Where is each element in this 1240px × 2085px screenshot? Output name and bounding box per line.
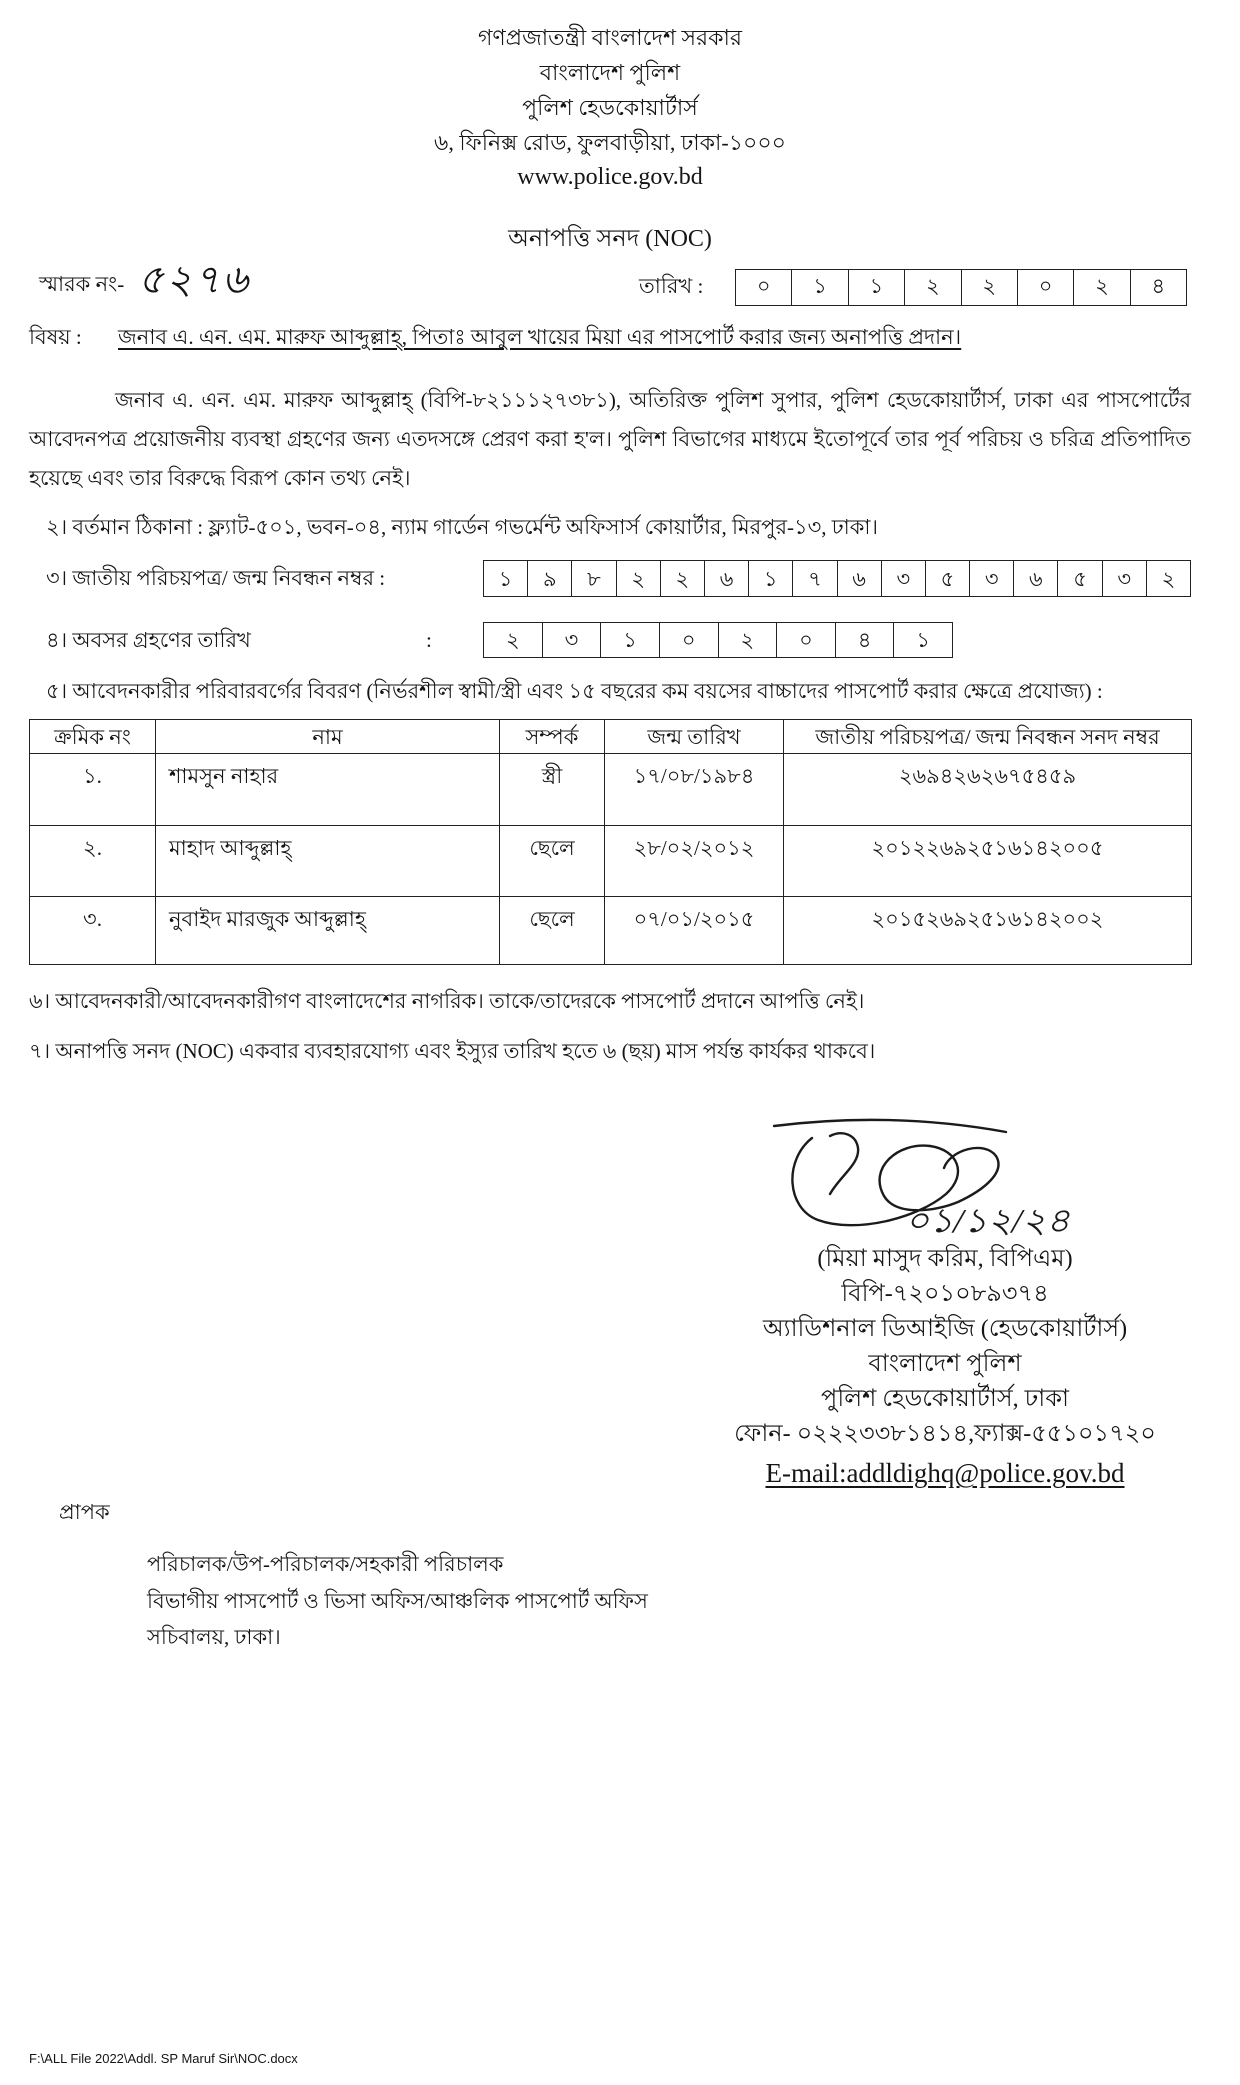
cell-dob: ১৭/০৮/১৯৮৪ <box>605 754 784 826</box>
office-address: ৬, ফিনিক্স রোড, ফুলবাড়ীয়া, ঢাকা-১০০০ <box>434 130 786 155</box>
signatory-designation: অ্যাডিশনাল ডিআইজি (হেডকোয়ার্টার্স) <box>762 1316 1128 1342</box>
table-row <box>30 826 1192 897</box>
signatory-organization: বাংলাদেশ পুলিশ <box>868 1351 1022 1377</box>
date-digit: ২ <box>961 270 1017 305</box>
recipient-label: প্রাপক <box>59 1500 110 1524</box>
cell-id-number: ২০১৫২৬৯২৫১৬১৪২০০২ <box>784 897 1192 965</box>
signature-date-handwritten: ০১/১২/২৪ <box>905 1203 1070 1240</box>
signature-stroke <box>830 1133 858 1194</box>
column-header-id-number: জাতীয় পরিচয়পত্র/ জন্ম নিবন্ধন সনদ নম্বর <box>784 720 1192 754</box>
nid-digit: ৩ <box>881 561 925 596</box>
date-digit: ০ <box>756 274 771 298</box>
retirement-colon: : <box>426 628 432 652</box>
subject-row <box>29 318 1191 356</box>
retirement-digit: ০ <box>659 623 718 657</box>
retirement-digit: ৪ <box>835 623 894 657</box>
table-row <box>30 897 1192 965</box>
signatory-bp-number: বিপি-৭২০১০৮৯৩৭৪ <box>841 1281 1049 1307</box>
recipient-line: সচিবালয়, ঢাকা। <box>147 1625 281 1649</box>
column-header-dob: জন্ম তারিখ <box>605 720 784 754</box>
cell-dob: ০৭/০১/২০১৫ <box>605 897 784 965</box>
body-paragraph: জনাব এ. এন. এম. মারুফ আব্দুল্লাহ্ (বিপি-৮২১১১২৭৩৮১), অতিরিক্ত পুলিশ সুপার, পুলিশ হেডকোয়ার্টার্স, ঢাকা এর পাসপোর্টের আবেদনপত্র প্রয়োজনীয় ব্যবস্থা গ্রহণের জন্য এতদসঙ্গে প্রেরণ করা হ'ল। পুলিশ বিভাগের মাধ্যমে ইতোপূর্বে তার পূর্ব পরিচয় ও চরিত্র প্রতিপাদিত হয়েছে এবং তার বিরুদ্ধে বিরূপ কোন তথ্য নেই। <box>29 388 1191 490</box>
cell-relation: স্ত্রী <box>500 754 605 826</box>
date-digit: ১ <box>791 270 847 305</box>
cell-name: মাহাদ আব্দুল্লাহ্ <box>156 826 500 897</box>
retirement-date-item <box>29 620 1191 660</box>
nid-digit: ৬ <box>704 561 748 596</box>
signatory-block <box>685 1242 1205 1494</box>
nid-digit-boxes <box>483 560 1191 597</box>
date-digit: ২ <box>904 270 960 305</box>
column-header-serial: ক্রমিক নং <box>30 720 156 754</box>
recipient-line: পরিচালক/উপ-পরিচালক/সহকারী পরিচালক <box>147 1552 504 1576</box>
retirement-digit: ১ <box>893 623 952 657</box>
memo-date-row <box>29 259 1191 311</box>
nid-item <box>29 558 1191 598</box>
government-name: গণপ্রজাতন্ত্রী বাংলাদেশ সরকার <box>477 25 743 50</box>
column-header-name: নাম <box>156 720 500 754</box>
signature-area <box>29 1112 1191 1242</box>
nid-digit: ৬ <box>837 561 881 596</box>
letterhead <box>29 20 1191 195</box>
signatory-email: E-mail:addldighq@police.gov.bd <box>765 1458 1125 1488</box>
nid-digit: ৩ <box>969 561 1013 596</box>
nid-digit: ৩ <box>1102 561 1146 596</box>
nid-digit: ৬ <box>1013 561 1057 596</box>
recipient-line: বিভাগীয় পাসপোর্ট ও ভিসা অফিস/আঞ্চলিক পাসপোর্ট অফিস <box>147 1588 648 1613</box>
table-row <box>30 754 1192 826</box>
nid-label: ৩। জাতীয় পরিচয়পত্র/ জন্ম নিবন্ধন নম্বর : <box>46 566 386 590</box>
present-address-item: ২। বর্তমান ঠিকানা : ফ্ল্যাট-৫০১, ভবন-০৪, ন্যাম গার্ডেন গভর্মেন্ট অফিসার্স কোয়ার্টার, মিরপুর-১৩, ঢাকা। <box>46 515 879 539</box>
retirement-digit: ২ <box>718 623 777 657</box>
issue-date-boxes <box>735 269 1187 306</box>
date-label: তারিখ : <box>639 274 704 298</box>
date-digit: ৪ <box>1130 270 1186 305</box>
family-table <box>29 719 1192 965</box>
nid-digit: ১ <box>498 566 513 591</box>
cell-name: নুবাইদ মারজুক আব্দুল্লাহ্ <box>156 897 500 965</box>
nid-digit: ৮ <box>571 561 615 596</box>
cell-relation: ছেলে <box>500 826 605 897</box>
nid-digit: ৭ <box>792 561 836 596</box>
retirement-label: ৪। অবসর গ্রহণের তারিখ <box>46 628 251 652</box>
cell-id-number: ২০১২২৬৯২৫১৬১৪২০০৫ <box>784 826 1192 897</box>
retirement-digit: ৩ <box>542 623 601 657</box>
date-digit: ১ <box>848 270 904 305</box>
signatory-contact: ফোন- ০২২২৩৩৮১৪১৪,ফ্যাক্স-৫৫১০১৭২০ <box>734 1421 1156 1447</box>
cell-serial: ১. <box>30 754 156 826</box>
nid-digit: ৫ <box>1057 561 1101 596</box>
column-header-relation: সম্পর্ক <box>500 720 605 754</box>
cell-serial: ৩. <box>30 897 156 965</box>
department-name: বাংলাদেশ পুলিশ <box>539 60 681 85</box>
citizenship-item: ৬। আবেদনকারী/আবেদনকারীগণ বাংলাদেশের নাগরিক। তাকে/তাদেরকে পাসপোর্ট প্রদানে আপত্তি নেই। <box>29 989 865 1013</box>
file-path-footer: F:\ALL File 2022\Addl. SP Maruf Sir\NOC.docx <box>29 2051 298 2066</box>
date-digit: ০ <box>1017 270 1073 305</box>
nid-digit: ২ <box>616 561 660 596</box>
cell-name: শামসুন নাহার <box>156 754 500 826</box>
cell-id-number: ২৬৯৪২৬২৬৭৫৪৫৯ <box>784 754 1192 826</box>
table-header-row <box>30 720 1192 754</box>
subject-text: জনাব এ. এন. এম. মারুফ আব্দুল্লাহ্, পিতাঃ আবুল খায়ের মিয়া এর পাসপোর্ট করার জন্য অনাপত্তি প্রদান। <box>118 325 962 349</box>
website: www.police.gov.bd <box>517 164 703 190</box>
nid-digit: ২ <box>1146 561 1190 596</box>
cell-relation: ছেলে <box>500 897 605 965</box>
validity-item: ৭। অনাপত্তি সনদ (NOC) একবার ব্যবহারযোগ্য এবং ইস্যুর তারিখ হতে ৬ (ছয়) মাস পর্যন্ত কার্যকর থাকবে। <box>29 1039 876 1063</box>
cell-dob: ২৮/০২/২০১২ <box>605 826 784 897</box>
nid-digit: ২ <box>660 561 704 596</box>
signatory-name: (মিয়া মাসুদ করিম, বিপিএম) <box>817 1246 1073 1272</box>
subject-label: বিষয় : <box>29 325 82 349</box>
nid-digit: ৯ <box>527 561 571 596</box>
retirement-date-boxes <box>483 622 953 658</box>
document-title: অনাপত্তি সনদ (NOC) <box>508 226 712 252</box>
signature-stroke <box>774 1120 1006 1132</box>
memo-label: স্মারক নং- <box>39 272 125 296</box>
memo-number-handwritten: ৫২৭৬ <box>138 257 250 302</box>
office-name: পুলিশ হেডকোয়ার্টার্স <box>522 95 698 120</box>
nid-digit: ৫ <box>925 561 969 596</box>
retirement-digit: ১ <box>600 623 659 657</box>
nid-digit: ১ <box>748 561 792 596</box>
signature-graphic <box>768 1112 1078 1242</box>
noc-document <box>29 0 1191 1656</box>
signatory-office: পুলিশ হেডকোয়ার্টার্স, ঢাকা <box>821 1386 1069 1412</box>
recipient-address <box>29 1546 1191 1656</box>
retirement-digit: ০ <box>776 623 835 657</box>
cell-serial: ২. <box>30 826 156 897</box>
retirement-digit: ২ <box>505 628 520 652</box>
family-details-intro: ৫। আবেদনকারীর পরিবারবর্গের বিবরণ (নির্ভরশীল স্বামী/স্ত্রী এবং ১৫ বছরের কম বয়সের বাচ্চাদের পাসপোর্ট করার ক্ষেত্রে প্রযোজ্য) : <box>46 679 1103 703</box>
date-digit: ২ <box>1073 270 1129 305</box>
